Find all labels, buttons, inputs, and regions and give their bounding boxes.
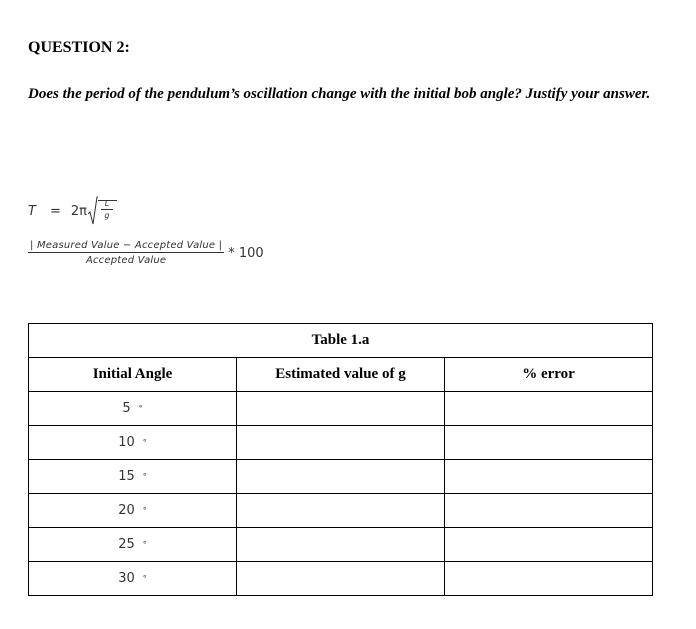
sqrt-fraction xyxy=(101,199,113,220)
two-pi: 2π xyxy=(70,203,87,219)
question-heading: QUESTION 2: xyxy=(28,39,130,56)
error-numerator: | Measured Value − Accepted Value | xyxy=(30,240,223,251)
angle-cell: 15 ° xyxy=(29,460,237,494)
g-cell[interactable] xyxy=(237,426,445,460)
error-fraction xyxy=(28,240,224,266)
error-denominator: Accepted Value xyxy=(85,255,167,266)
radical-sign-icon xyxy=(88,196,98,226)
angle-cell: 5 ° xyxy=(29,392,237,426)
g-cell[interactable] xyxy=(237,460,445,494)
table-row xyxy=(29,460,653,494)
error-cell[interactable] xyxy=(445,528,653,562)
question-text: Does the period of the pendulum’s oscillation change with the initial bob angle? Justify your answer. xyxy=(28,86,651,102)
error-cell[interactable] xyxy=(445,460,653,494)
error-cell[interactable] xyxy=(445,494,653,528)
header-initial-angle: Initial Angle xyxy=(29,358,237,392)
angle-cell: 30 ° xyxy=(29,562,237,596)
angle-cell: 25 ° xyxy=(29,528,237,562)
angle-cell: 10 ° xyxy=(29,426,237,460)
results-table xyxy=(28,323,653,596)
header-estimated-g: Estimated value of g xyxy=(237,358,445,392)
angle-cell: 20 ° xyxy=(29,494,237,528)
error-cell[interactable] xyxy=(445,392,653,426)
sqrt-numerator: L xyxy=(104,199,110,208)
g-cell[interactable] xyxy=(237,562,445,596)
error-cell[interactable] xyxy=(445,562,653,596)
percent-error-formula xyxy=(28,240,264,266)
sqrt-denominator: g xyxy=(104,211,110,220)
period-symbol: T xyxy=(28,203,36,219)
table-row xyxy=(29,426,653,460)
table-row xyxy=(29,562,653,596)
table-row xyxy=(29,494,653,528)
header-percent-error: % error xyxy=(445,358,653,392)
g-cell[interactable] xyxy=(237,528,445,562)
multiplier: * 100 xyxy=(228,245,264,261)
table-row xyxy=(29,392,653,426)
g-cell[interactable] xyxy=(237,392,445,426)
equals-sign: = xyxy=(49,203,61,219)
period-formula xyxy=(28,196,117,226)
error-cell[interactable] xyxy=(445,426,653,460)
g-cell[interactable] xyxy=(237,494,445,528)
square-root xyxy=(88,196,117,226)
table-caption: Table 1.a xyxy=(29,324,653,358)
table-row xyxy=(29,528,653,562)
